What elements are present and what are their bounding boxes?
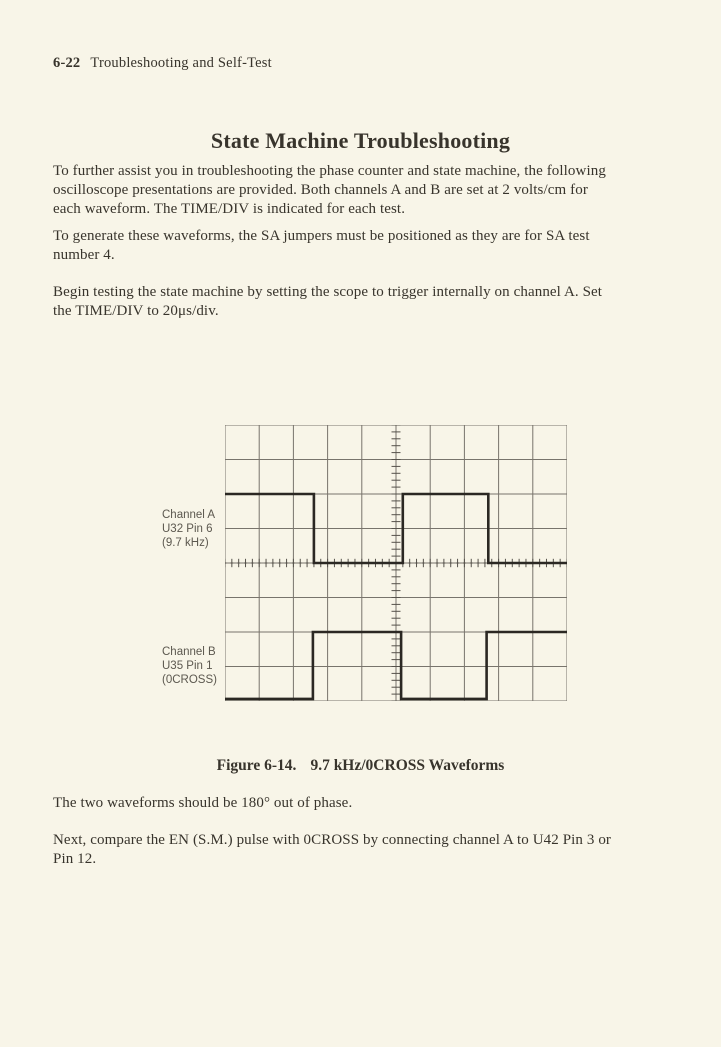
paragraph-line: Pin 12. [53,851,97,867]
paragraph [53,162,678,219]
paragraph-line: The two waveforms should be 180° out of phase. [53,795,353,811]
paragraph-line: each waveform. The TIME/DIV is indicated for each test. [53,201,406,217]
page-title: State Machine Troubleshooting [210,128,511,153]
channel-b-name: Channel B [162,646,216,658]
channel-b-label [162,645,232,687]
channel-a-name: Channel A [162,509,216,521]
figure-caption-text: 9.7 kHz/0CROSS Waveforms [310,757,505,774]
paragraph-line: To generate these waveforms, the SA jumpers must be positioned as they are for SA test [53,228,590,244]
channel-a-label [162,508,232,550]
paragraph-line: the TIME/DIV to 20μs/div. [53,303,219,319]
section-title: Troubleshooting and Self-Test [90,55,272,71]
paragraph [53,227,678,265]
oscilloscope-figure [225,425,567,701]
paragraph-line: Next, compare the EN (S.M.) pulse with 0CROSS by connecting channel A to U42 Pin 3 or [53,832,612,848]
channel-b-signal: (0CROSS) [162,674,217,686]
paragraph-line: To further assist you in troubleshooting the phase counter and state machine, the following [53,163,606,179]
page-header [53,55,272,72]
page-number: 6-22 [53,55,81,71]
scope-svg [225,425,567,701]
paragraph [53,794,678,813]
channel-b-pin: U35 Pin 1 [162,660,213,672]
paragraph [53,283,678,321]
figure-caption [0,757,721,775]
paragraph-line: Begin testing the state machine by setting the scope to trigger internally on channel A. Set [53,284,603,300]
channel-a-pin: U32 Pin 6 [162,523,213,535]
paragraph-line: number 4. [53,247,115,263]
paragraph-line: oscilloscope presentations are provided. Both channels A and B are set at 2 volts/cm for [53,182,588,198]
paragraph [53,831,678,869]
figure-caption-label: Figure 6-14. [216,757,297,774]
channel-a-signal: (9.7 kHz) [162,537,209,549]
